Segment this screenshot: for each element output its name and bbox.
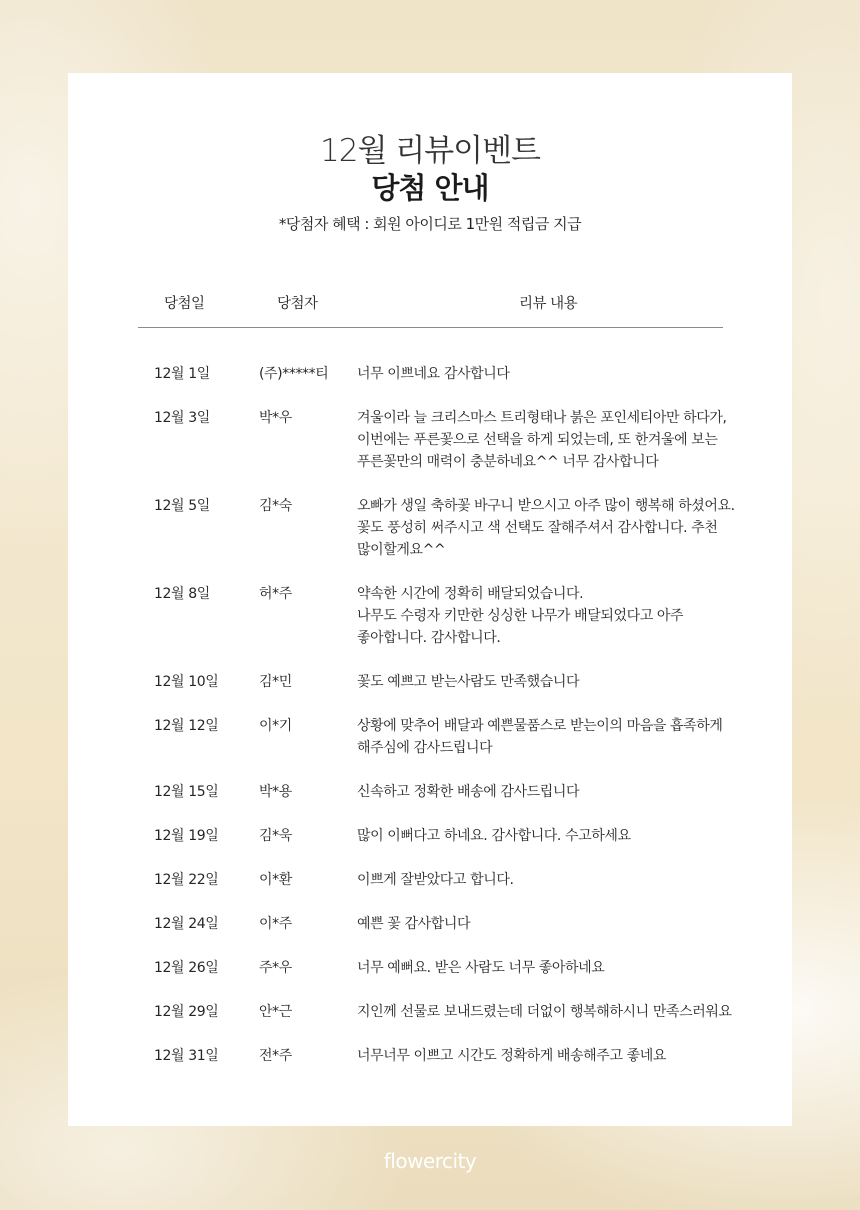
row-review: [357, 957, 737, 979]
review-line: 많이할게요^^: [357, 542, 446, 558]
review-line: 겨울이라 늘 크리스마스 트리형태나 붉은 포인세티아만 하다가,: [357, 410, 727, 426]
row-review: [357, 1045, 737, 1067]
header-divider: [138, 327, 723, 328]
column-header-date: 당첨일: [164, 296, 205, 312]
row-review: [357, 495, 737, 561]
row-date: 12월 29일: [154, 1004, 219, 1020]
event-title: 12월 리뷰이벤트: [320, 133, 540, 169]
row-review: [357, 825, 737, 847]
row-winner: 김*민: [259, 674, 292, 690]
row-winner: 이*기: [259, 718, 292, 734]
row-winner: 전*주: [259, 1048, 292, 1064]
row-winner: 박*용: [259, 784, 292, 800]
row-winner: 박*우: [259, 410, 292, 426]
row-date: 12월 8일: [154, 586, 210, 602]
row-date: 12월 31일: [154, 1048, 219, 1064]
row-date: 12월 3일: [154, 410, 210, 426]
row-review: [357, 913, 737, 935]
row-date: 12월 1일: [154, 366, 210, 382]
review-line: 너무너무 이쁘고 시간도 정확하게 배송해주고 좋네요: [357, 1048, 666, 1064]
row-review: [357, 583, 737, 649]
row-review: [357, 1001, 737, 1023]
column-header-winner: 당첨자: [277, 296, 318, 312]
review-line: 푸른꽃만의 매력이 충분하네요^^ 너무 감사합니다: [357, 454, 659, 470]
review-line: 지인께 선물로 보내드렸는데 더없이 행복해하시니 만족스러워요: [357, 1004, 732, 1020]
row-review: [357, 407, 737, 473]
brand-logo: flowercity: [383, 1149, 477, 1173]
review-line: 이쁘게 잘받았다고 합니다.: [357, 872, 514, 888]
row-winner: 김*숙: [259, 498, 292, 514]
review-line: 약속한 시간에 정확히 배달되었습니다.: [357, 586, 584, 602]
review-line: 이번에는 푸른꽃으로 선택을 하게 되었는데, 또 한겨울에 보는: [357, 432, 718, 448]
benefit-note: *당첨자 혜택 : 회원 아이디로 1만원 적립금 지급: [278, 215, 582, 233]
review-line: 예쁜 꽃 감사합니다: [357, 916, 471, 932]
row-review: [357, 363, 737, 385]
row-winner: (주)*****티: [259, 366, 329, 382]
row-date: 12월 22일: [154, 872, 219, 888]
row-winner: 이*주: [259, 916, 292, 932]
review-line: 해주심에 감사드립니다: [357, 740, 493, 756]
row-date: 12월 10일: [154, 674, 219, 690]
row-date: 12월 24일: [154, 916, 219, 932]
row-winner: 주*우: [259, 960, 292, 976]
row-winner: 허*주: [259, 586, 292, 602]
row-review: [357, 715, 737, 759]
review-line: 좋아합니다. 감사합니다.: [357, 630, 501, 646]
review-line: 꽃도 풍성히 써주시고 색 선택도 잘해주셔서 감사합니다. 추천: [357, 520, 718, 536]
review-line: 상황에 맞추어 배달과 예쁜물품스로 받는이의 마음을 흡족하게: [357, 718, 723, 734]
row-date: 12월 26일: [154, 960, 219, 976]
event-card: [68, 73, 792, 1126]
row-date: 12월 12일: [154, 718, 219, 734]
review-line: 꽃도 예쁘고 받는사람도 만족했습니다: [357, 674, 580, 690]
row-date: 12월 5일: [154, 498, 210, 514]
row-date: 12월 19일: [154, 828, 219, 844]
review-line: 신속하고 정확한 배송에 감사드립니다: [357, 784, 580, 800]
review-line: 많이 이뻐다고 하네요. 감사합니다. 수고하세요: [357, 828, 631, 844]
review-line: 너무 이쁘네요 감사합니다: [357, 366, 510, 382]
row-review: [357, 781, 737, 803]
review-line: 오빠가 생일 축하꽃 바구니 받으시고 아주 많이 행복해 하셨어요.: [357, 498, 735, 514]
column-header-review: 리뷰 내용: [519, 296, 578, 312]
row-winner: 이*환: [259, 872, 292, 888]
row-winner: 김*욱: [259, 828, 292, 844]
review-line: 너무 예뻐요. 받은 사람도 너무 좋아하네요: [357, 960, 605, 976]
review-line: 나무도 수령자 키만한 싱싱한 나무가 배달되었다고 아주: [357, 608, 684, 624]
row-date: 12월 15일: [154, 784, 219, 800]
event-subtitle: 당첨 안내: [371, 171, 489, 205]
row-winner: 안*근: [259, 1004, 292, 1020]
row-review: [357, 869, 737, 891]
row-review: [357, 671, 737, 693]
